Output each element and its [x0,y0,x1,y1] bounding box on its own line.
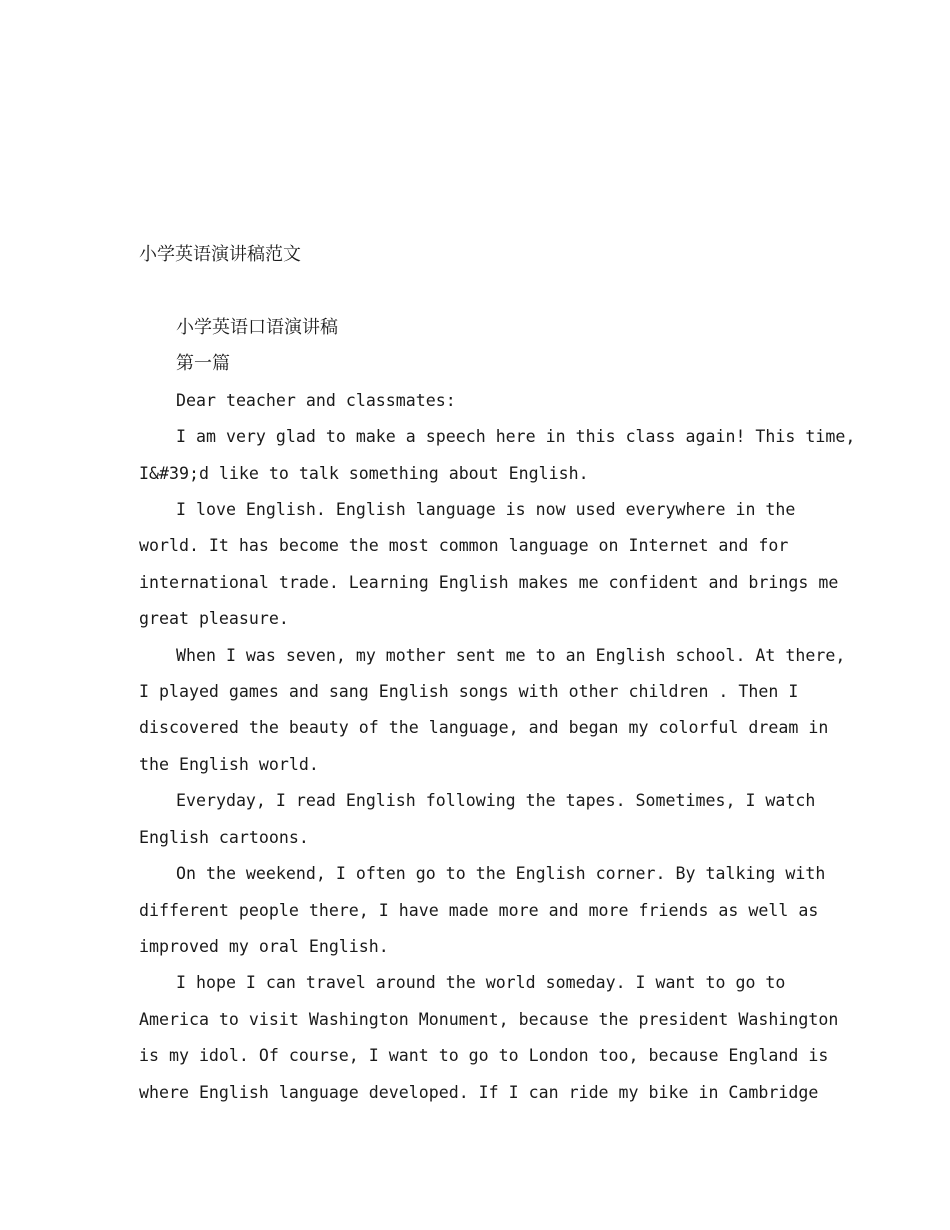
text-line: international trade. Learning English makes me confident and brings me [139,572,839,592]
text-line: Everyday, I read English following the tapes. Sometimes, I watch [176,791,816,811]
text-line: I&#39;d like to talk something about English. [139,463,589,483]
text-line: great pleasure. [139,609,289,629]
paragraph-love-english [139,492,839,638]
text-line: English cartoons. [139,827,309,847]
text-line: is my idol. Of course, I want to go to London too, because England is [139,1046,829,1066]
text-line: different people there, I have made more and more friends as well as [139,900,819,920]
text-line: I played games and sang English songs with other children . Then I [139,682,799,702]
speech-title: 小学英语口语演讲稿 [176,317,338,338]
text-line: I hope I can travel around the world someday. I want to go to [176,973,786,993]
text-line: where English language developed. If I can ride my bike in Cambridge [139,1082,819,1102]
text-line: discovered the beauty of the language, and began my colorful dream in [139,718,829,738]
paragraph-weekend [139,856,829,965]
text-line: When I was seven, my mother sent me to an English school. At there, [176,645,846,665]
text-line: world. It has become the most common language on Internet and for [139,536,789,556]
text-line: I am very glad to make a speech here in this class again! This time, [176,427,856,447]
paragraph-everyday [139,783,829,856]
document-body [139,310,856,1111]
paragraph-greeting [139,383,829,419]
text-line: improved my oral English. [139,936,389,956]
paragraph-intro [139,419,856,492]
section-heading: 第一篇 [176,353,230,375]
text-line: the English world. [139,754,319,774]
paragraph-childhood [139,638,846,784]
text-line: Dear teacher and classmates: [176,390,456,410]
text-line: I love English. English language is now used everywhere in the [176,500,796,520]
text-line: America to visit Washington Monument, because the president Washington [139,1009,839,1029]
document-title: 小学英语演讲稿范文 [139,244,301,265]
paragraph-travel [139,965,839,1111]
text-line: On the weekend, I often go to the English corner. By talking with [176,864,826,884]
